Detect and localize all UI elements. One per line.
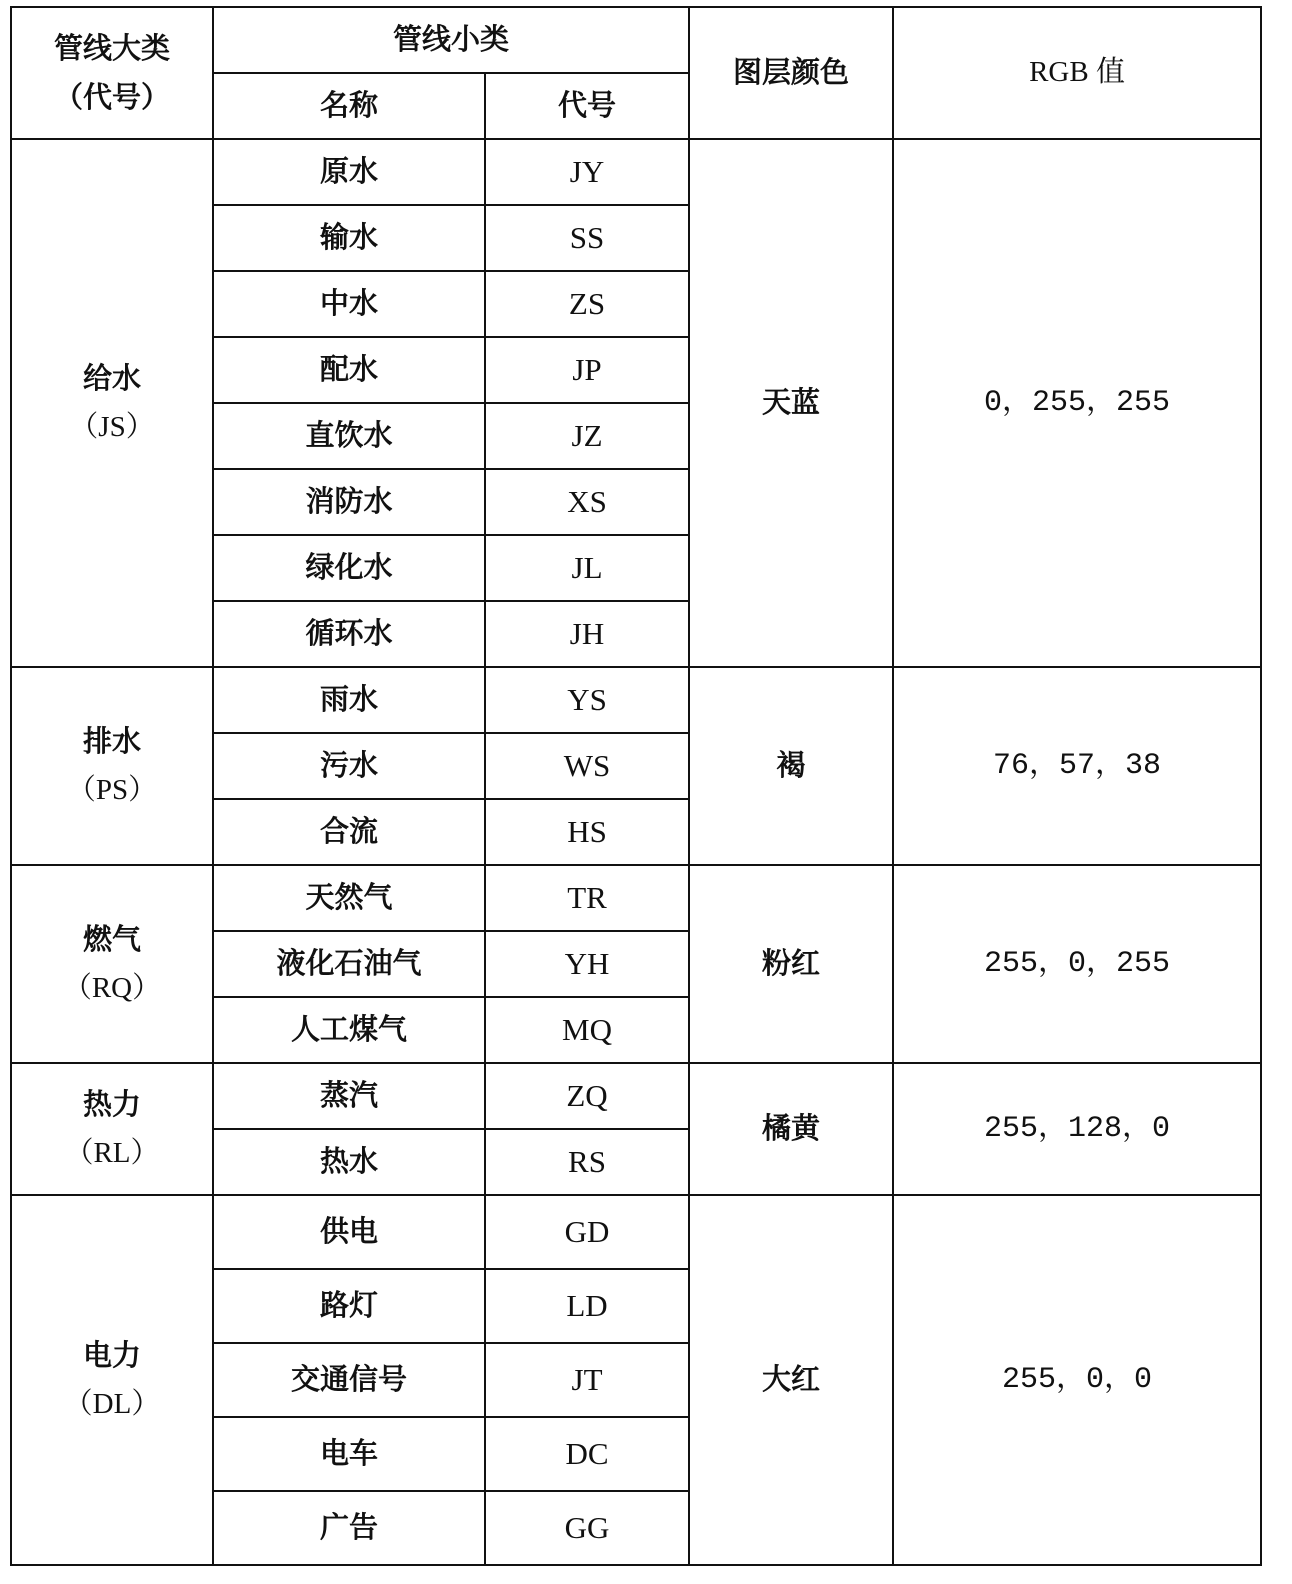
subcategory-name-cell: 原水 — [213, 139, 485, 205]
subcategory-name-cell: 污水 — [213, 733, 485, 799]
subcategory-code-cell: LD — [485, 1269, 689, 1343]
subcategory-code-cell: TR — [485, 865, 689, 931]
rgb-value-cell: 255，128，0 — [893, 1063, 1261, 1195]
subcategory-name-cell: 雨水 — [213, 667, 485, 733]
subcategory-code-cell: JZ — [485, 403, 689, 469]
rgb-value-cell: 76，57，38 — [893, 667, 1261, 865]
major-category-code: （RL） — [64, 1137, 160, 1169]
major-category-cell — [11, 139, 213, 667]
subcategory-code-cell: JL — [485, 535, 689, 601]
major-category-name: 燃气 — [82, 921, 141, 956]
subcategory-code-cell: GD — [485, 1195, 689, 1269]
subcategory-code-cell: DC — [485, 1417, 689, 1491]
major-category-cell — [11, 667, 213, 865]
subcategory-code-cell: WS — [485, 733, 689, 799]
header-name: 名称 — [213, 73, 485, 139]
table-row — [11, 1063, 1261, 1129]
major-category-name: 电力 — [82, 1337, 141, 1372]
subcategory-name-cell: 供电 — [213, 1195, 485, 1269]
subcategory-code-cell: JP — [485, 337, 689, 403]
table-row — [11, 1195, 1261, 1269]
subcategory-code-cell: XS — [485, 469, 689, 535]
header-layer-color: 图层颜色 — [689, 7, 893, 139]
major-category-code: （PS） — [66, 774, 158, 806]
subcategory-name-cell: 天然气 — [213, 865, 485, 931]
major-category-cell — [11, 865, 213, 1063]
subcategory-code-cell: HS — [485, 799, 689, 865]
subcategory-code-cell: MQ — [485, 997, 689, 1063]
subcategory-name-cell: 绿化水 — [213, 535, 485, 601]
subcategory-code-cell: ZQ — [485, 1063, 689, 1129]
header-rgb-value: RGB 值 — [893, 7, 1261, 139]
major-category-code: （DL） — [63, 1388, 161, 1420]
pipeline-classification-table — [10, 6, 1262, 1566]
subcategory-code-cell: JY — [485, 139, 689, 205]
subcategory-code-cell: ZS — [485, 271, 689, 337]
layer-color-cell: 大红 — [689, 1195, 893, 1565]
table-row — [11, 667, 1261, 733]
major-category-cell — [11, 1063, 213, 1195]
header-major-label: 管线大类 — [53, 30, 170, 65]
rgb-value-cell: 255，0，0 — [893, 1195, 1261, 1565]
subcategory-name-cell: 循环水 — [213, 601, 485, 667]
header-row-1 — [11, 7, 1261, 73]
rgb-value-cell: 0，255，255 — [893, 139, 1261, 667]
subcategory-name-cell: 直饮水 — [213, 403, 485, 469]
subcategory-code-cell: YS — [485, 667, 689, 733]
major-category-code: （RQ） — [62, 972, 162, 1004]
subcategory-code-cell: RS — [485, 1129, 689, 1195]
subcategory-name-cell: 输水 — [213, 205, 485, 271]
layer-color-cell: 褐 — [689, 667, 893, 865]
layer-color-cell: 粉红 — [689, 865, 893, 1063]
header-major-category — [11, 7, 213, 139]
subcategory-code-cell: GG — [485, 1491, 689, 1565]
subcategory-name-cell: 中水 — [213, 271, 485, 337]
major-category-cell — [11, 1195, 213, 1565]
table-body — [11, 7, 1261, 1565]
table-row — [11, 139, 1261, 205]
major-category-name: 排水 — [82, 723, 141, 758]
subcategory-name-cell: 电车 — [213, 1417, 485, 1491]
layer-color-cell: 橘黄 — [689, 1063, 893, 1195]
major-category-code: （JS） — [69, 411, 155, 443]
layer-color-cell: 天蓝 — [689, 139, 893, 667]
header-major-code-label: （代号） — [53, 80, 170, 114]
subcategory-name-cell: 交通信号 — [213, 1343, 485, 1417]
subcategory-code-cell: JH — [485, 601, 689, 667]
subcategory-code-cell: YH — [485, 931, 689, 997]
subcategory-code-cell: SS — [485, 205, 689, 271]
subcategory-name-cell: 热水 — [213, 1129, 485, 1195]
major-category-name: 给水 — [82, 360, 141, 395]
major-category-name: 热力 — [82, 1086, 141, 1121]
subcategory-name-cell: 配水 — [213, 337, 485, 403]
subcategory-name-cell: 广告 — [213, 1491, 485, 1565]
pipeline-table-wrapper — [10, 6, 1262, 1566]
subcategory-name-cell: 合流 — [213, 799, 485, 865]
subcategory-name-cell: 人工煤气 — [213, 997, 485, 1063]
subcategory-name-cell: 蒸汽 — [213, 1063, 485, 1129]
subcategory-name-cell: 路灯 — [213, 1269, 485, 1343]
table-row — [11, 865, 1261, 931]
header-code: 代号 — [485, 73, 689, 139]
header-minor-category: 管线小类 — [213, 7, 689, 73]
rgb-value-cell: 255，0，255 — [893, 865, 1261, 1063]
subcategory-name-cell: 消防水 — [213, 469, 485, 535]
subcategory-name-cell: 液化石油气 — [213, 931, 485, 997]
subcategory-code-cell: JT — [485, 1343, 689, 1417]
